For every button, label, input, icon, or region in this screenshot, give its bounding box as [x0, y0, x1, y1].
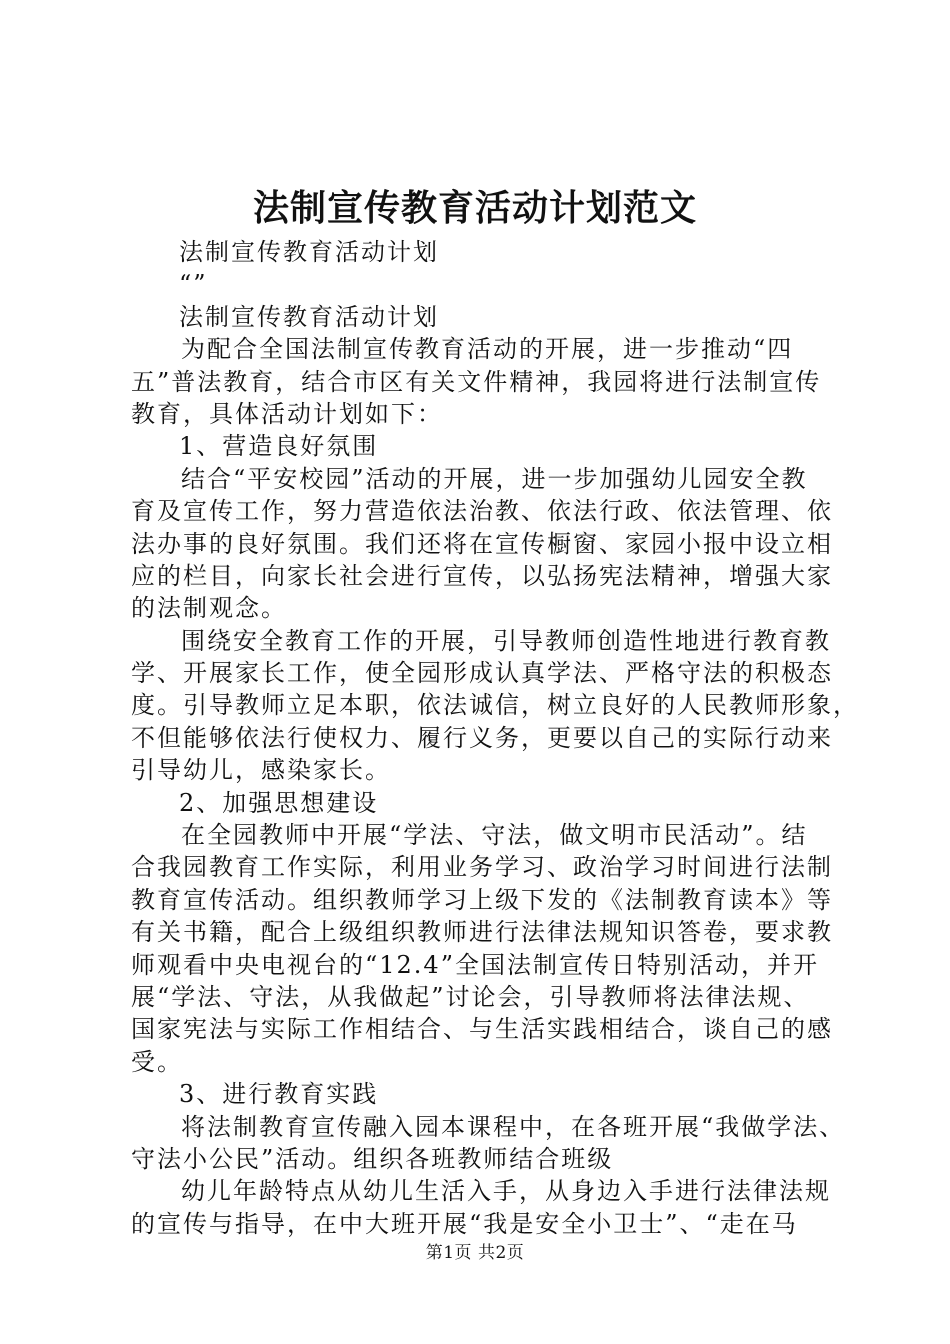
- paragraph-line: 为配合全国法制宣传教育活动的开展，进一步推动“四: [181, 335, 794, 364]
- paragraph-line: 在全园教师中开展“学法、守法，做文明市民活动”。结: [181, 821, 808, 850]
- paragraph-line: 围绕安全教育工作的开展，引导教师创造性地进行教育教: [181, 626, 831, 655]
- section-heading: 3、进行教育实践: [179, 1080, 379, 1109]
- paragraph-line: 将法制教育宣传融入园本课程中，在各班开展“我做学法、: [181, 1112, 846, 1141]
- paragraph-line: 师观看中央电视台的“12.4”全国法制宣传日特别活动，并开: [131, 950, 819, 979]
- section-heading: 2、加强思想建设: [179, 788, 379, 817]
- paragraph-line: 教育，具体活动计划如下：: [131, 399, 443, 428]
- paragraph-line: 国家宪法与实际工作相结合、与生活实践相结合，谈自己的感: [131, 1015, 833, 1044]
- paragraph-line: 合我园教育工作实际，利用业务学习、政治学习时间进行法制: [131, 853, 833, 882]
- paragraph-line: 不但能够依法行使权力、履行义务，更要以自己的实际行动来: [131, 723, 833, 752]
- quote-marks-line: “”: [179, 270, 208, 299]
- paragraph-line: 的宣传与指导，在中大班开展“我是安全小卫士”、“走在马: [131, 1209, 798, 1238]
- paragraph-line: 五”普法教育，结合市区有关文件精神，我园将进行法制宣传: [131, 367, 822, 396]
- page-footer: 第1页 共2页: [425, 1243, 525, 1263]
- paragraph-line: 的法制观念。: [131, 594, 287, 623]
- paragraph-line: 教育宣传活动。组织教师学习上级下发的《法制教育读本》等: [131, 885, 833, 914]
- paragraph-line: 守法小公民”活动。组织各班教师结合班级: [131, 1144, 614, 1173]
- paragraph-line: 应的栏目，向家长社会进行宣传，以弘扬宪法精神，增强大家: [131, 561, 833, 590]
- document-body: [131, 236, 859, 1240]
- document-title: 法制宣传教育活动计划范文: [252, 187, 697, 229]
- paragraph-line: 引导幼儿，感染家长。: [131, 756, 391, 785]
- paragraph-line: 育及宣传工作，努力营造依法治教、依法行政、依法管理、依: [131, 497, 833, 526]
- paragraph-line: 受。: [131, 1047, 183, 1076]
- subtitle-line: 法制宣传教育活动计划: [179, 238, 439, 266]
- paragraph-line: 结合“平安校园”活动的开展，进一步加强幼儿园安全教: [181, 464, 808, 493]
- paragraph-line: 幼儿年龄特点从幼儿生活入手，从身边入手进行法律法规: [181, 1177, 831, 1206]
- subtitle-line: 法制宣传教育活动计划: [179, 302, 439, 331]
- section-heading: 1、营造良好氛围: [179, 432, 379, 461]
- paragraph-line: 有关书籍，配合上级组织教师进行法律法规知识答卷，要求教: [131, 918, 833, 947]
- paragraph-line: 度。引导教师立足本职，依法诚信，树立良好的人民教师形象，: [131, 691, 859, 720]
- paragraph-line: 展“学法、守法，从我做起”讨论会，引导教师将法律法规、: [131, 982, 810, 1011]
- paragraph-line: 学、开展家长工作，使全园形成认真学法、严格守法的积极态: [131, 659, 833, 688]
- paragraph-line: 法办事的良好氛围。我们还将在宣传橱窗、家园小报中设立相: [131, 529, 833, 558]
